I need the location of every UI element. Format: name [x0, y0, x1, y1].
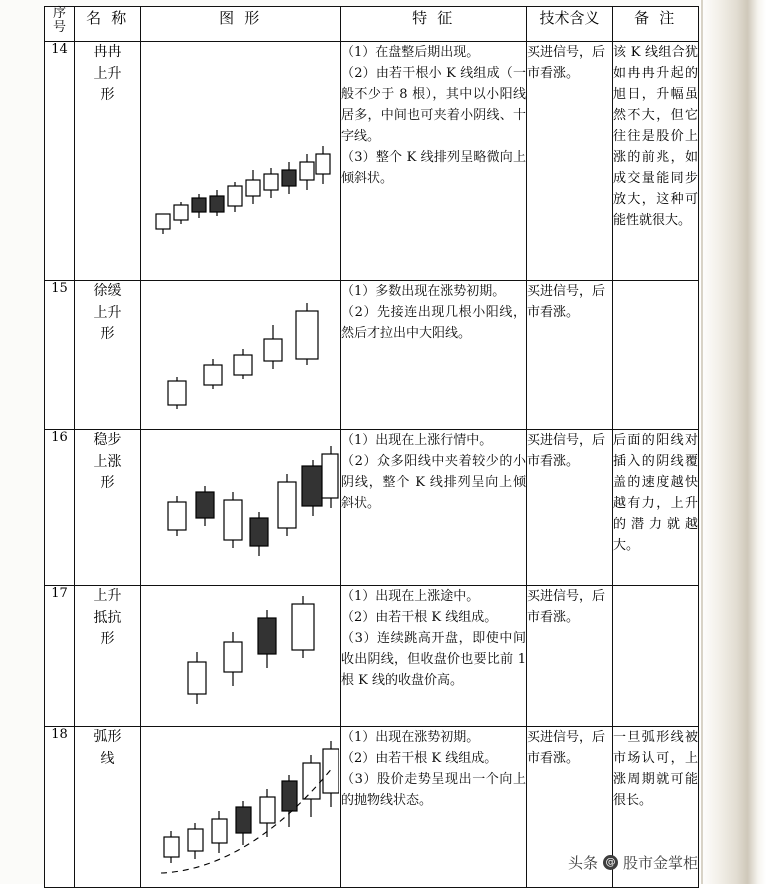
candlestick-chart-18 [141, 727, 339, 887]
feature-item: （1）出现在上涨途中。 [341, 589, 480, 604]
row-number: 18 [45, 727, 75, 888]
feature-item: （3）连续跳高开盘，即使中间收出阴线，但收盘价也要比前 1 根 K 线的收盘价高。 [341, 631, 526, 689]
pattern-note [613, 281, 699, 430]
row-number: 14 [45, 42, 75, 281]
feature-item: （1）出现在上涨行情中。 [341, 433, 493, 448]
feature-item: （3）整个 K 线排列呈略微向上倾斜状。 [341, 150, 526, 187]
pattern-meaning: 买进信号，后市看涨。 [527, 430, 613, 586]
header-figure: 图 形 [141, 7, 341, 42]
row-number: 15 [45, 281, 75, 430]
feature-item: （2）由若干根 K 线组成。 [341, 751, 498, 767]
pattern-note: 后面的阳线对插入的阴线覆盖的速度越快越有力，上升的潜力就越大。 [613, 430, 699, 586]
pattern-meaning: 买进信号，后市看涨。 [527, 586, 613, 727]
pattern-name: 徐缓 上升 形 [75, 281, 141, 430]
pattern-figure [141, 430, 341, 586]
header-meaning: 技术含义 [527, 7, 613, 42]
row-number: 17 [45, 586, 75, 727]
feature-item: （1）出现在涨势初期。 [341, 730, 480, 745]
table-row [45, 586, 699, 727]
header-no: 序 号 [45, 7, 75, 42]
watermark-brand: 头条 [568, 854, 599, 872]
feature-item: （1）多数出现在涨势初期。 [341, 284, 506, 299]
pattern-features [341, 430, 527, 586]
pattern-meaning: 买进信号，后市看涨。 [527, 281, 613, 430]
table-row [45, 430, 699, 586]
page-edge-line [701, 0, 703, 884]
pattern-meaning: 买进信号，后市看涨。 [527, 727, 613, 888]
pattern-meaning: 买进信号，后市看涨。 [527, 42, 613, 281]
feature-item: （2）由若干根 K 线组成。 [341, 610, 498, 626]
pattern-figure [141, 42, 341, 281]
pattern-features [341, 727, 527, 888]
feature-item: （1）在盘整后期出现。 [341, 45, 480, 60]
candlestick-chart-15 [141, 281, 339, 429]
pattern-name: 弧形 线 [75, 727, 141, 888]
candlestick-chart-17 [141, 586, 339, 726]
header-note: 备 注 [613, 7, 699, 42]
candlestick-chart-16 [141, 430, 339, 585]
kline-patterns-table [44, 6, 699, 888]
pattern-figure [141, 281, 341, 430]
header-feature: 特 征 [341, 7, 527, 42]
pattern-name: 冉冉 上升 形 [75, 42, 141, 281]
table-row [45, 281, 699, 430]
feature-item: （3）股价走势呈现出一个向上的抛物线状态。 [341, 772, 526, 809]
pattern-note: 一旦弧形线被市场认可，上涨周期就可能很长。 [613, 727, 699, 888]
table-row [45, 42, 699, 281]
page-gutter-shadow [700, 0, 766, 884]
watermark-account: 股市金掌柜 [623, 854, 699, 872]
feature-item: （2）由若干根小 K 线组成（一般不少于 8 根），其中以小阳线居多，中间也可夹着小阴线、十字线。 [341, 66, 526, 145]
pattern-features [341, 586, 527, 727]
pattern-name: 稳步 上涨 形 [75, 430, 141, 586]
feature-item: （2）众多阳线中夹着较少的小阴线，整个 K 线排列呈向上倾斜状。 [341, 454, 526, 512]
pattern-note [613, 586, 699, 727]
header-name: 名 称 [75, 7, 141, 42]
pattern-features [341, 42, 527, 281]
candlestick-chart-14 [141, 42, 339, 280]
pattern-figure [141, 727, 341, 888]
pattern-figure [141, 586, 341, 727]
pattern-name: 上升 抵抗 形 [75, 586, 141, 727]
pattern-features [341, 281, 527, 430]
row-number: 16 [45, 430, 75, 586]
watermark-badge-icon: @ [603, 855, 618, 870]
table-header-row [45, 7, 699, 42]
pattern-note: 该 K 线组合犹如冉冉升起的旭日，升幅虽然不大，但它往往是股价上涨的前兆，如成交量能同步放大，这种可能性就很大。 [613, 42, 699, 281]
feature-item: （2）先接连出现几根小阳线，然后才拉出中大阳线。 [341, 305, 526, 342]
watermark [568, 852, 698, 873]
